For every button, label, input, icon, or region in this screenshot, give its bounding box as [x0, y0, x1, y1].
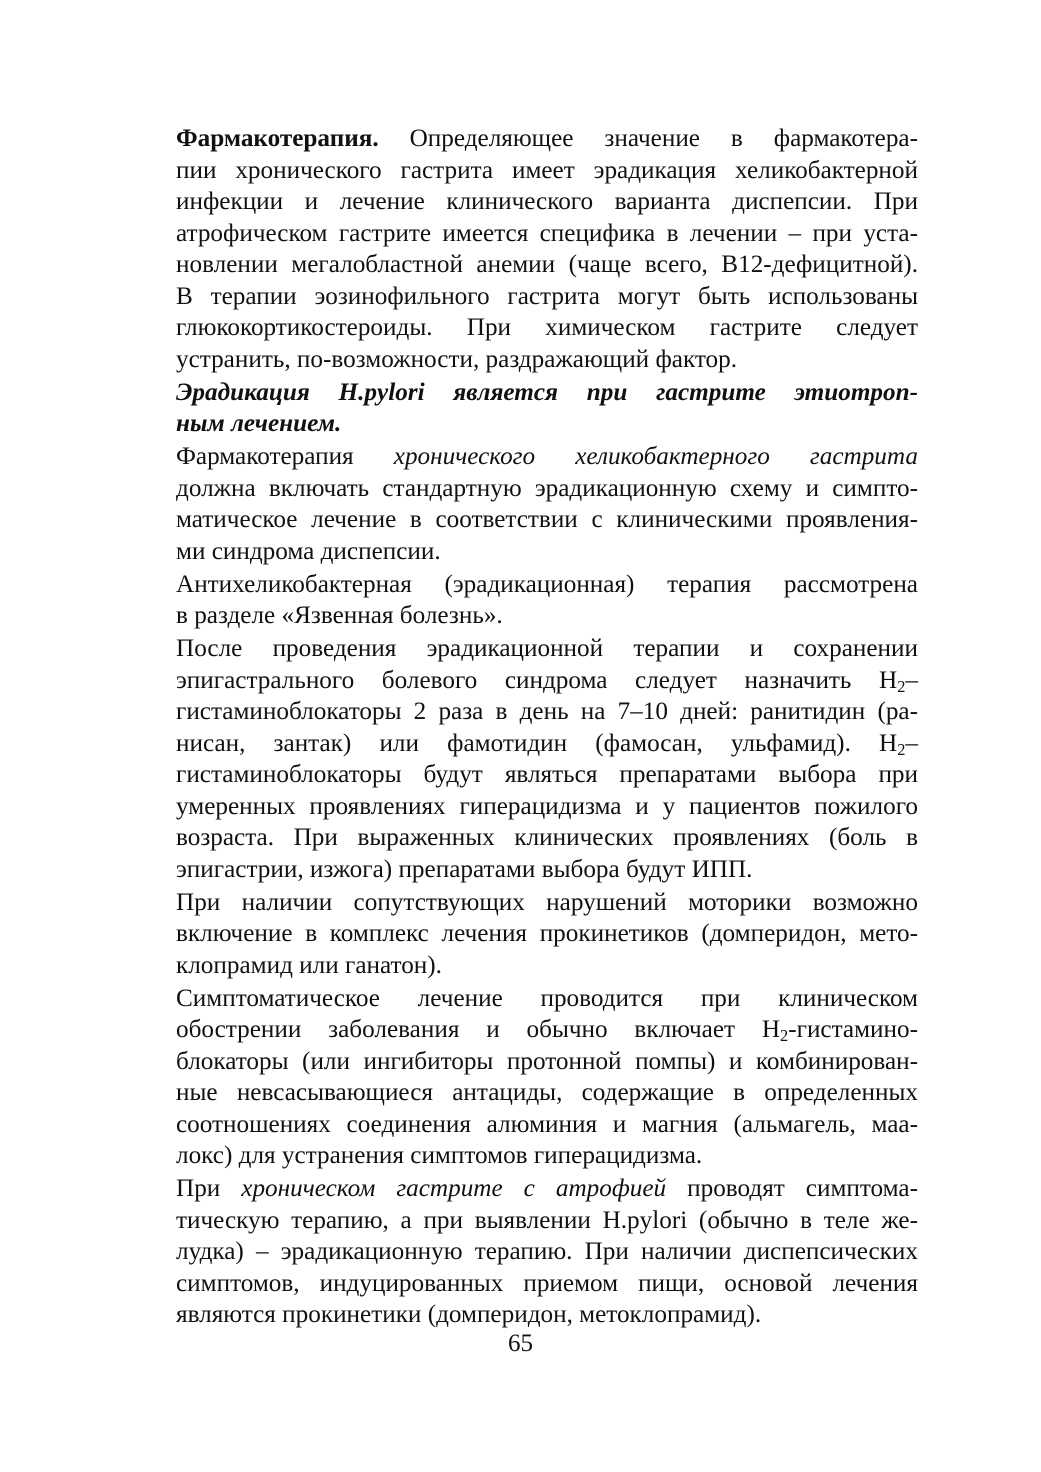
page-number: 65 — [508, 1330, 533, 1357]
paragraph-chronic-helicobacter: Фармакотерапия хронического хеликобактерного гастрита должна включать стандартную эрадикационную схему и симпто- матическое лечение в соответствии с клиническими проявления- ми синдрома диспепсии. — [176, 443, 918, 565]
paragraph-symptomatic: Симптоматическое лечение проводится при клиническом обострении заболевания и обычно включает $Н_2-гистамино-$ блокаторы (или ингибиторы протонной помпы) и комбинирован- ные невсасывающиеся антациды, содержащие в определенных соотношениях соединения алюминия и магния (альмагель, маа- локс) для устранения симптомов гиперацидизма. — [176, 984, 918, 1169]
paragraph-atrophy: При хроническом гастрите с атрофией проводят симптома- тическую терапию, а при выявлении H.pylori (обычно в теле же- лудка) – эрадикационную терапию. При наличии диспепсических симптомов, индуцированных приемом пищи, основой лечения являются прокинетики (домперидон, метоклопрамид). — [176, 1175, 918, 1328]
paragraph-eradication-heading: Эрадикация H.pylori является при гастрите этиотроп- ным лечением. — [176, 378, 918, 437]
italic-term: хронического хеликобактерного гастрита — [393, 443, 918, 470]
paragraph-after-eradication: После проведения эрадикационной терапии и сохранении эпигастрального болевого синдрома следует назначить $Н_2-$ гистаминоблокаторы 2 раза в день на 7–10 дней: ранитидин (ра- нисан, зантак) или фамотидин (фамосан, ульфамид). $Н_2-$ гистаминоблокаторы будут являться препаратами выбора при умеренных проявлениях гиперацидизма и у пациентов пожилого возраста. При выраженных клинических проявлениях (боль в эпигастрии, изжога) препаратами выбора будут ИПП. — [176, 635, 918, 883]
italic-term: хроническом гастрите с атрофией — [241, 1175, 667, 1202]
paragraph-lead-bold: Фармакотерапия. — [176, 125, 379, 152]
paragraph-antihelicobacter: Антихеликобактерная (эрадикационная) терапия рассмотрена в разделе «Язвенная болезнь». — [176, 570, 918, 629]
page-body — [124, 123, 918, 1331]
paragraph-pharmacotherapy: Фармакотерапия. Определяющее значение в фармакотера- пии хронического гастрита имеет эрадикация хеликобактерной инфекции и лечение клинического варианта диспепсии. При атрофическом гастрите имеется специфика в лечении – при уста- новлении мегалобластной анемии (чаще всего, В12-дефицитной). В терапии эозинофильного гастрита могут быть использованы глюкокортикостероиды. При химическом гастрите следует устранить, по-возможности, раздражающий фактор. — [176, 125, 918, 373]
paragraph-motility: При наличии сопутствующих нарушений моторики возможно включение в комплекс лечения прокинетиков (домперидон, мето- клопрамид или ганатон). — [176, 888, 918, 979]
